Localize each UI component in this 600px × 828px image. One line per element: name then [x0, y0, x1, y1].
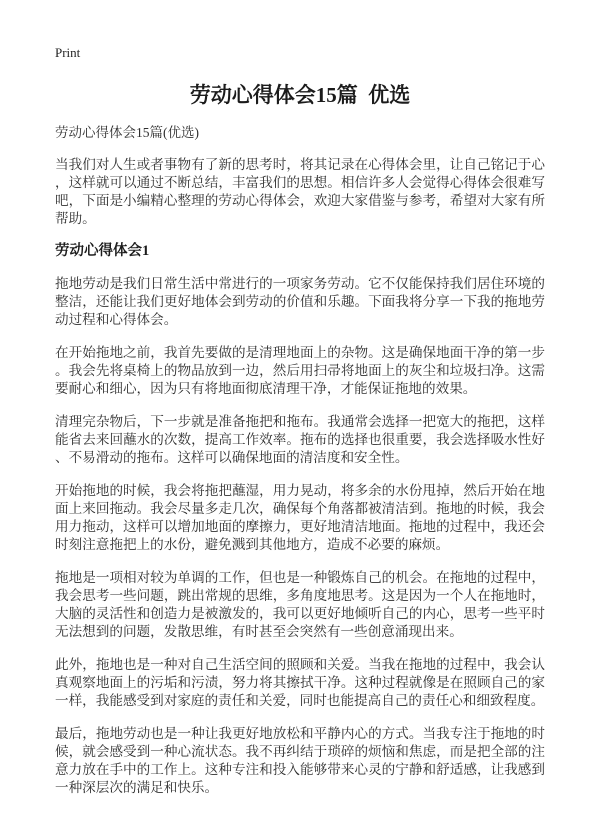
body-paragraph-5: 拖地是一项相对较为单调的工作，但也是一种锻炼自己的机会。在拖地的过程中，我会思考一些问题，跳出常规的思维，多角度地思考。这是因为一个人在拖地时，大脑的灵活性和创造力是被激发的，我可以更好地倾听自己的内心，思考一些平时无法想到的问题，发散思维，有时甚至会突然有一些创意涌现出来。: [55, 570, 545, 639]
body-paragraph-7: 最后，拖地劳动也是一种让我更好地放松和平静内心的方式。当我专注于拖地的时候，就会感受到一种心流状态。我不再纠结于琐碎的烦恼和焦虑，而是把全部的注意力放在手中的工作上。这种专注和投入能够带来心灵的宁静和舒适感，让我感到一种深层次的满足和快乐。: [55, 726, 545, 795]
document-subtitle: 劳动心得体会15篇(优选): [55, 125, 199, 140]
body-paragraph-2: 在开始拖地之前，我首先要做的是清理地面上的杂物。这是确保地面干净的第一步。我会先将桌椅上的物品放到一边，然后用扫帚将地面上的灰尘和垃圾扫净。这需要耐心和细心，因为只有将地面彻底清理干净，才能保证拖地的效果。: [55, 345, 545, 396]
print-link[interactable]: Print: [55, 45, 81, 60]
body-paragraph-3: 清理完杂物后，下一步就是准备拖把和拖布。我通常会选择一把宽大的拖把，这样能省去来回蘸水的次数，提高工作效率。拖布的选择也很重要，我会选择吸水性好、不易滑动的拖布。这样可以确保地面的清洁度和安全性。: [55, 414, 545, 465]
page-title: 劳动心得体会15篇 优选: [189, 83, 411, 107]
body-paragraph-6: 此外，拖地也是一种对自己生活空间的照顾和关爱。当我在拖地的过程中，我会认真观察地面上的污垢和污渍，努力将其擦拭干净。这种过程就像是在照顾自己的家一样，我能感受到对家庭的责任和关爱，同时也能提高自己的责任心和细致程度。: [55, 657, 545, 708]
body-paragraph-1: 拖地劳动是我们日常生活中常进行的一项家务劳动。它不仅能保持我们居住环境的整洁，还能让我们更好地体会到劳动的价值和乐趣。下面我将分享一下我的拖地劳动过程和心得体会。: [55, 276, 545, 327]
body-paragraph-4: 开始拖地的时候，我会将拖把蘸湿，用力晃动，将多余的水份甩掉，然后开始在地面上来回拖动。我会尽量多走几次，确保每个角落都被清洁到。拖地的时候，我会用力拖动，这样可以增加地面的摩擦力，更好地清洁地面。拖地的过程中，我还会时刻注意拖把上的水份，避免溅到其他地方，造成不必要的麻烦。: [55, 483, 545, 552]
intro-paragraph: 当我们对人生或者事物有了新的思考时，将其记录在心得体会里，让自己铭记于心，这样就可以通过不断总结，丰富我们的思想。相信许多人会觉得心得体会很难写吧，下面是小编精心整理的劳动心得体会，欢迎大家借鉴与参考，希望对大家有所帮助。: [55, 157, 545, 226]
section-heading-1: 劳动心得体会1: [55, 243, 150, 259]
